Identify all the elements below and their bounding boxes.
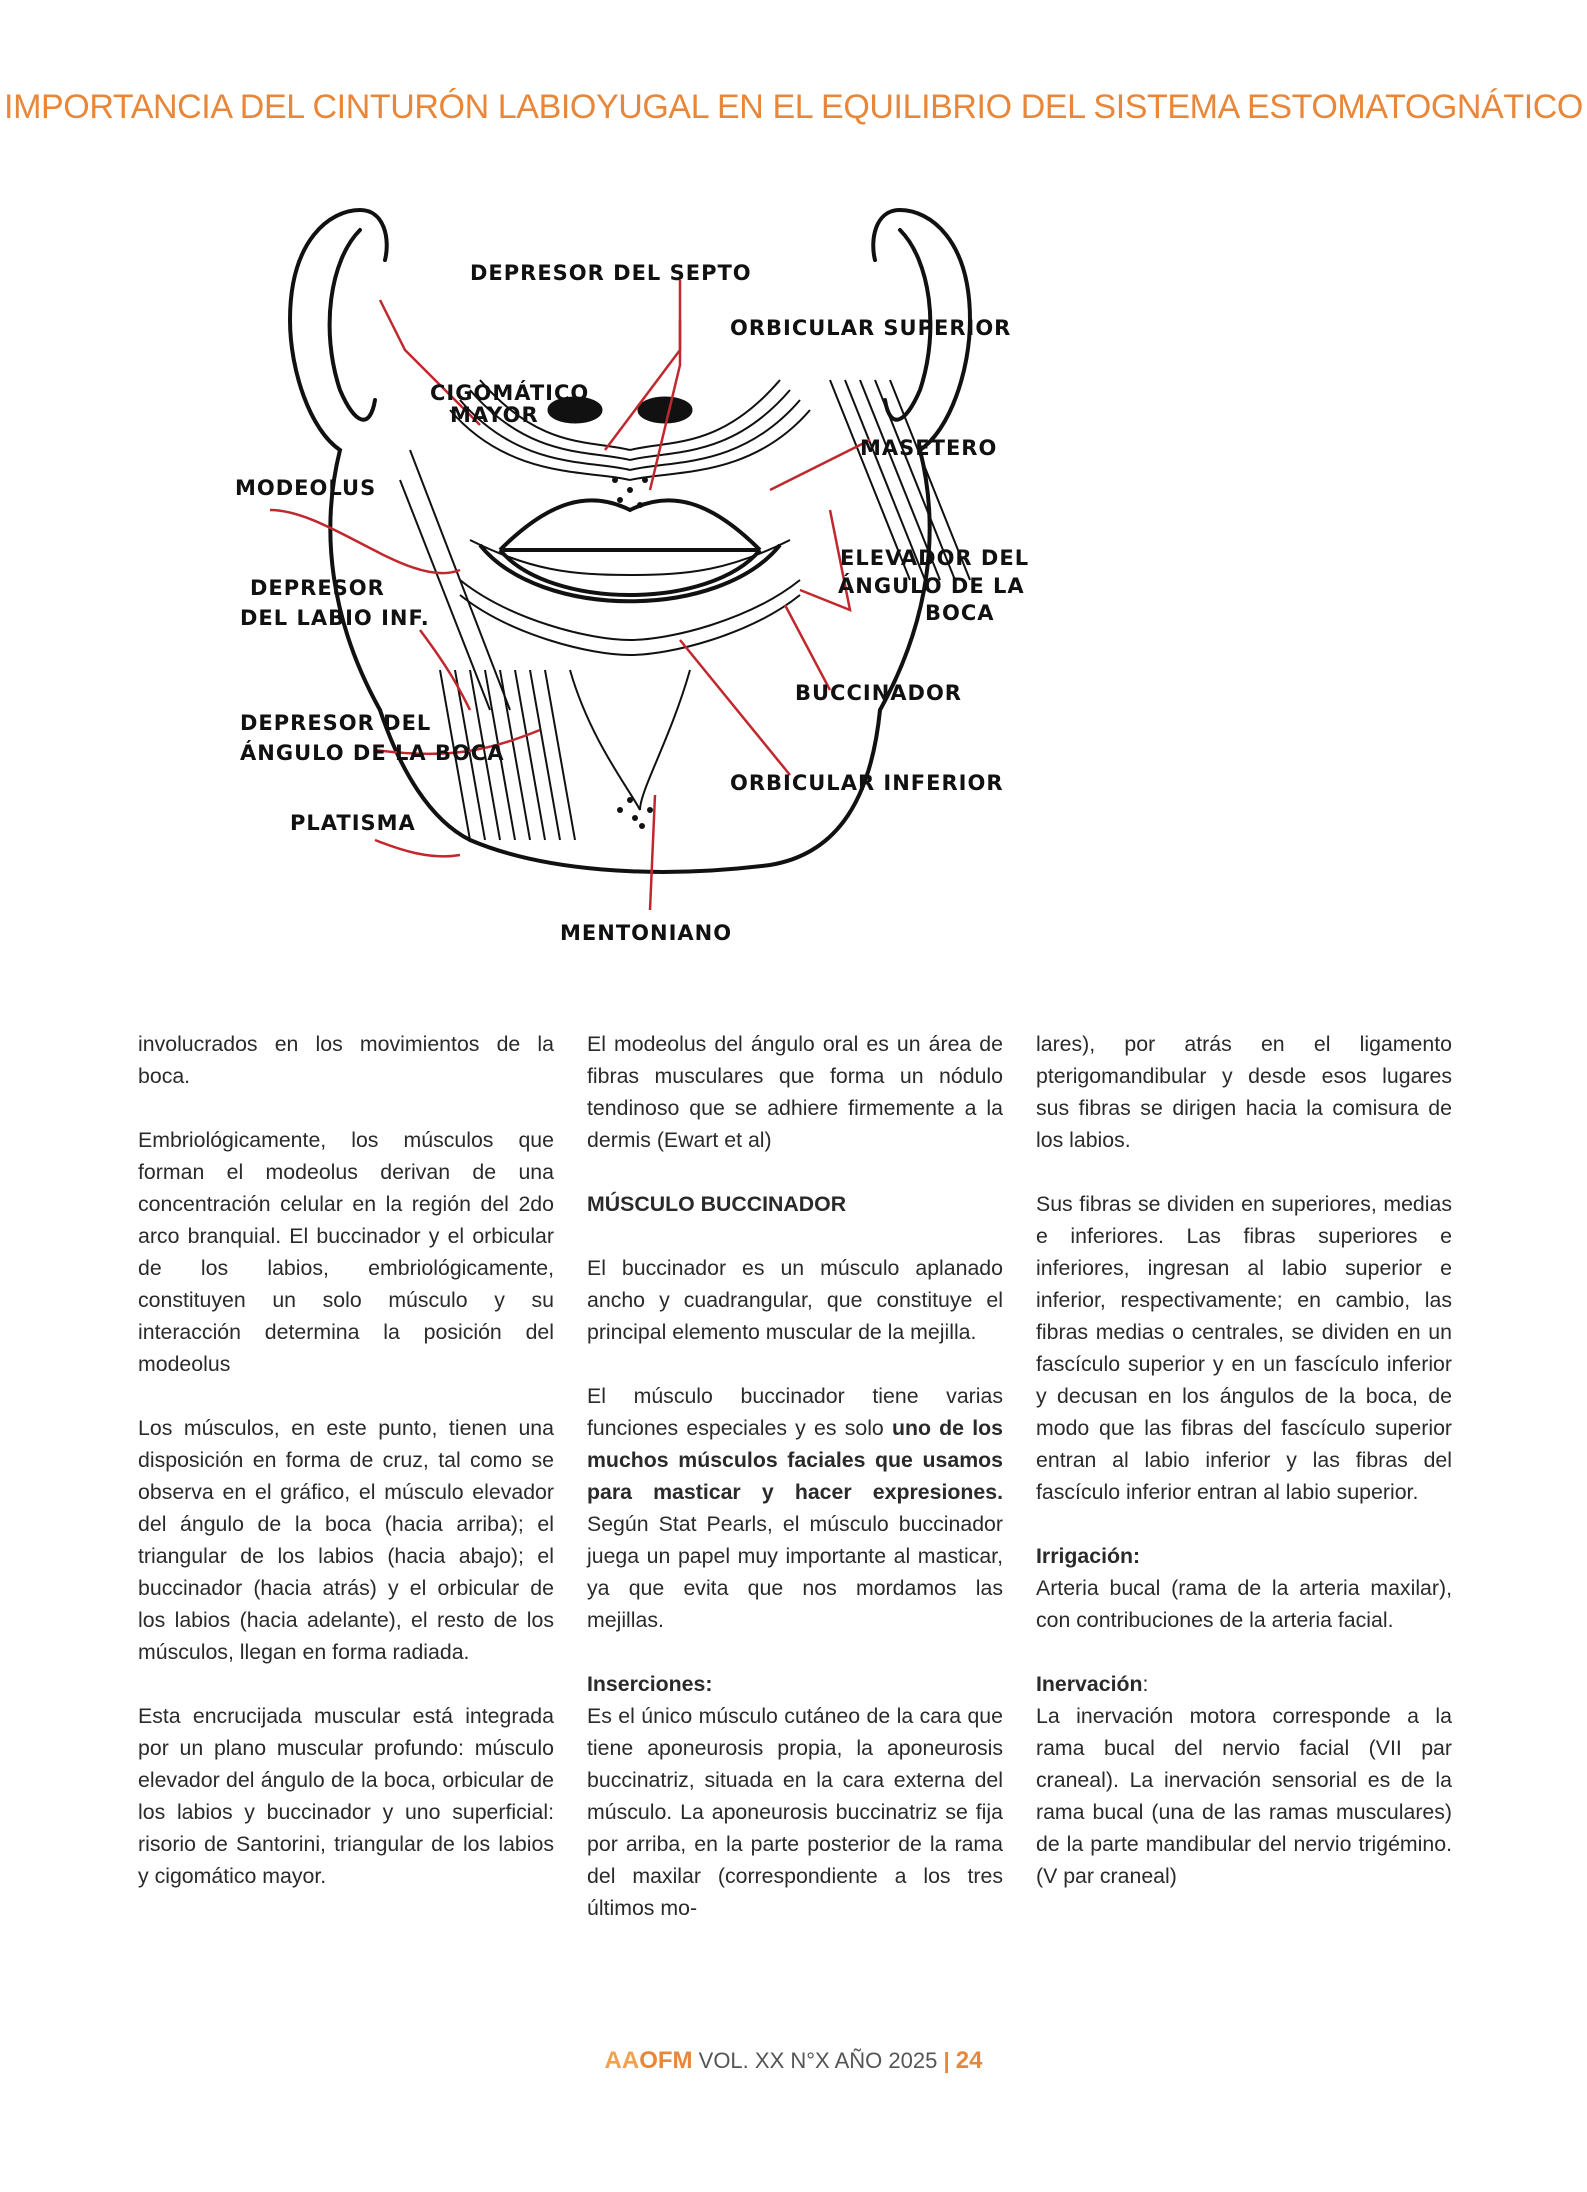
label-elevador-1: ELEVADOR DEL (840, 546, 1030, 570)
subsection-title-colon: : (1142, 1672, 1149, 1696)
label-depresor-labio-1: DEPRESOR (250, 576, 385, 600)
page-number: 24 (955, 2047, 983, 2074)
section-heading: MÚSCULO BUCCINADOR (587, 1192, 847, 1216)
label-cigomatico-2: MAYOR (450, 403, 539, 427)
label-depresor-angulo-2: ÁNGULO DE LA BOCA (240, 741, 505, 765)
text-column-1 (138, 1028, 554, 1924)
label-platisma: PLATISMA (290, 811, 416, 835)
subsection-title-text: Inervación (1036, 1672, 1143, 1696)
label-orbicular-inferior: ORBICULAR INFERIOR (730, 771, 1004, 795)
paragraph: El modeolus del ángulo oral es un área de fibras musculares que forma un nódulo tendinoso que se adhiere firmemente a la dermis (Ewart et al) (587, 1032, 1003, 1152)
text-column-3 (1036, 1028, 1452, 1924)
journal-logo-b: OFM (639, 2047, 693, 2074)
bold-text: uno de los muchos músculos faciales que usamos para masticar y hacer expresiones. (587, 1416, 1003, 1504)
label-masetero: MASETERO (860, 436, 998, 460)
footer-volume-text: VOL. XX N°X AÑO 2025 (692, 2048, 938, 2073)
label-cigomatico-1: CIGOMÁTICO (430, 381, 590, 405)
label-elevador-2: ÁNGULO DE LA (838, 574, 1025, 598)
subsection-title: Inserciones: (587, 1672, 713, 1696)
paragraph: La inervación motora corresponde a la rama bucal del nervio facial (VII par craneal). La inervación sensorial es de la rama bucal (una de las ramas musculares) de la parte mandibular del nervio trigémino. (V par craneal) (1036, 1704, 1452, 1888)
perioral-muscles-drawing (210, 150, 1050, 1020)
text-column-2 (587, 1028, 1003, 1956)
label-mentoniano: MENTONIANO (560, 921, 733, 945)
paragraph: Arteria bucal (rama de la arteria maxilar), con contribuciones de la arteria facial. (1036, 1576, 1452, 1632)
paragraph: Es el único músculo cutáneo de la cara que tiene aponeurosis propia, la aponeurosis buccinatriz, situada en la cara externa del músculo. La aponeurosis buccinatriz se fija por arriba, en la parte posterior de la rama del maxilar (correspondiente a los tres últimos mo- (587, 1704, 1003, 1920)
label-depresor-labio-2: DEL LABIO INF. (240, 606, 430, 630)
paragraph: El buccinador es un músculo aplanado ancho y cuadrangular, que constituye el principal elemento muscular de la mejilla. (587, 1256, 1003, 1344)
label-depresor-septo: DEPRESOR DEL SEPTO (470, 261, 752, 285)
paragraph: Esta encrucijada muscular está integrada por un plano muscular profundo: músculo elevador del ángulo de la boca, orbicular de los labios y buccinador y uno superficial: risorio de Santorini, triangular de los labios y cigomático mayor. (138, 1704, 554, 1888)
mouth (480, 500, 780, 601)
subsection-title: Irrigación: (1036, 1544, 1141, 1568)
journal-logo-a: AA (604, 2047, 640, 2074)
paragraph: lares), por atrás en el ligamento pterigomandibular y desde esos lugares sus fibras se dirigen hacia la comisura de los labios. (1036, 1032, 1452, 1152)
anatomy-figure (210, 150, 1050, 1020)
text-run: Según Stat Pearls, el músculo buccinador juega un papel muy importante al masticar, ya que evita que nos mordamos las mejillas. (587, 1512, 1003, 1632)
page-header-title: IMPORTANCIA DEL CINTURÓN LABIOYUGAL EN EL EQUILIBRIO DEL SISTEMA ESTOMATOGNÁTICO (4, 88, 1583, 126)
subsection-title (1036, 1668, 1452, 1700)
page-footer (0, 2047, 1587, 2075)
text-run: El músculo buccinador tiene varias funciones especiales y es solo (587, 1384, 1003, 1440)
paragraph (587, 1380, 1003, 1636)
label-depresor-angulo-1: DEPRESOR DEL (240, 711, 432, 735)
paragraph: Los músculos, en este punto, tienen una disposición en forma de cruz, tal como se observa en el gráfico, el músculo elevador del ángulo de la boca (hacia arriba); el triangular de los labios (hacia abajo); el buccinador (hacia atrás) y el orbicular de los labios (hacia adelante), el resto de los músculos, llegan en forma radiada. (138, 1416, 554, 1664)
label-buccinador: BUCCINADOR (795, 681, 962, 705)
paragraph: involucrados en los movimientos de la boca. (138, 1032, 554, 1088)
label-modeolus: MODEOLUS (235, 476, 377, 500)
footer-separator: | (943, 2048, 950, 2073)
paragraph: Sus fibras se dividen en superiores, medias e inferiores. Las fibras superiores e inferiores, ingresan al labio superior e inferior, respectivamente; en cambio, las fibras medias o centrales, se dividen en un fascículo superior y en un fascículo inferior y decusan en los ángulos de la boca, de modo que las fibras del fascículo superior entran al labio inferior y las fibras del fascículo inferior entran al labio superior. (1036, 1192, 1452, 1504)
label-orbicular-superior: ORBICULAR SUPERIOR (730, 316, 1012, 340)
paragraph: Embriológicamente, los músculos que forman el modeolus derivan de una concentración celular en la región del 2do arco branquial. El buccinador y el orbicular de los labios, embriológicamente, constituyen un solo músculo y su interacción determina la posición del modeolus (138, 1128, 554, 1376)
label-elevador-3: BOCA (925, 601, 995, 625)
